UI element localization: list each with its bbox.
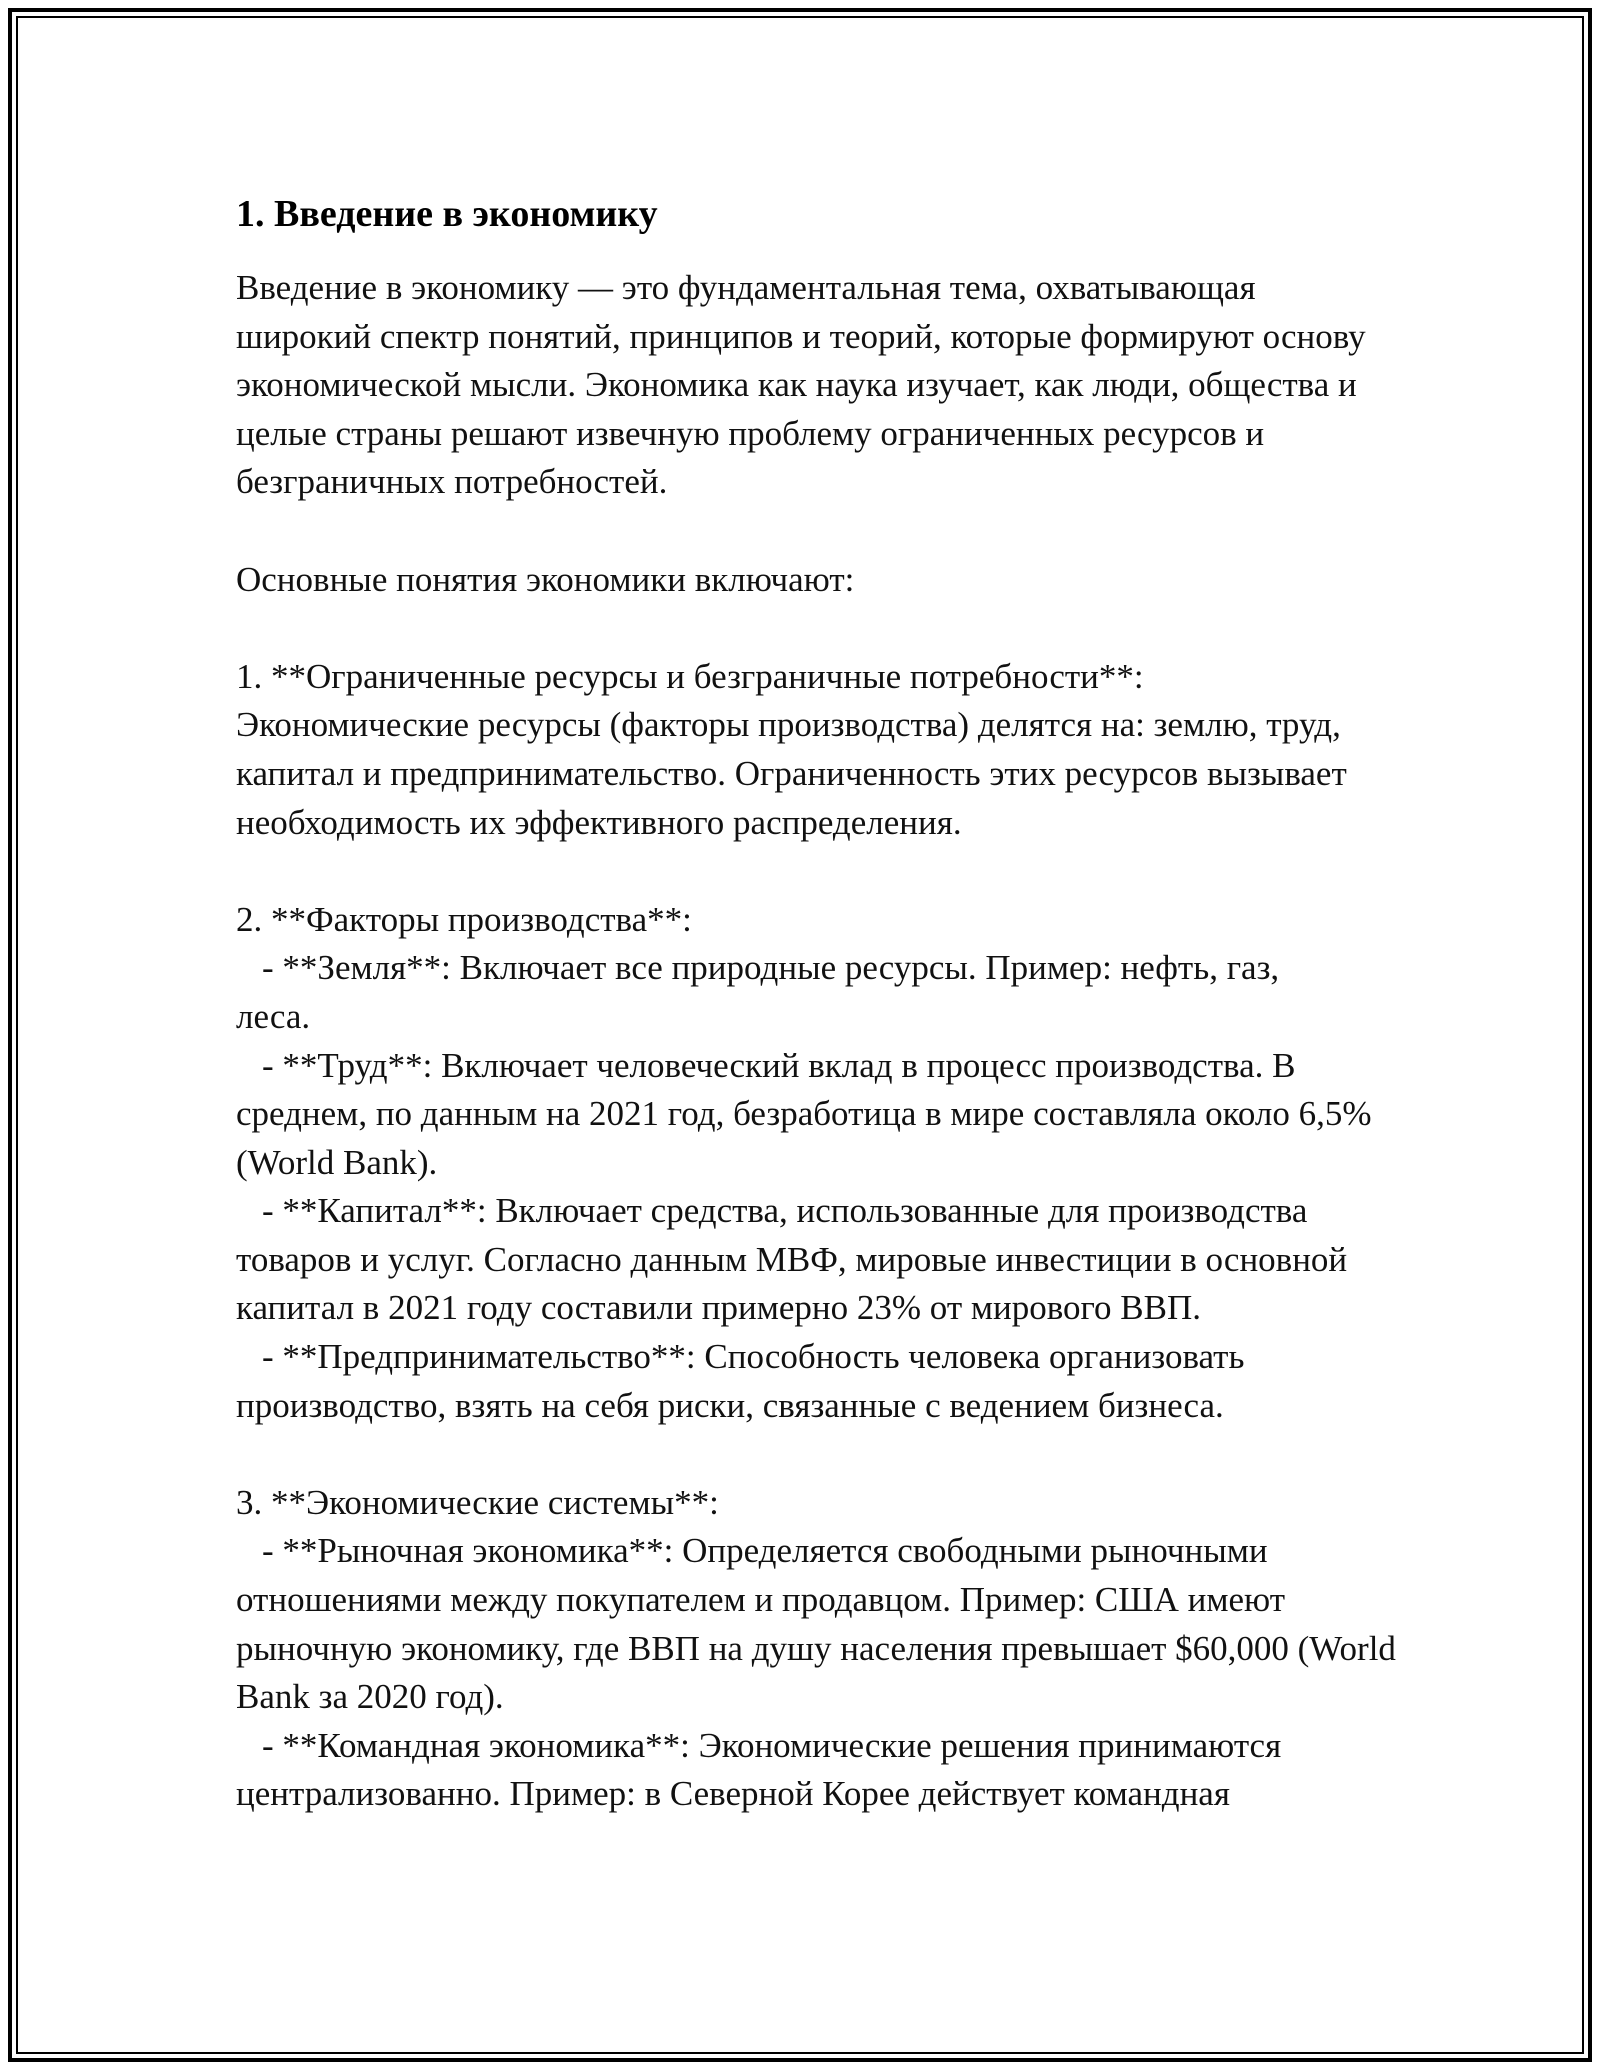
list-item-labor-first-line: - **Труд**: Включает человеческий вклад в процесс производства. В bbox=[262, 1045, 1296, 1085]
list-item-market-economy-first-line: - **Рыночная экономика**: Определяется свободными рыночными bbox=[262, 1531, 1268, 1571]
list-item-labor bbox=[236, 1042, 1396, 1188]
list-item-labor-continuation: среднем, по данным на 2021 год, безработица в мире составляла около 6,5% (World Bank). bbox=[236, 1094, 1381, 1182]
list-item-capital bbox=[236, 1187, 1396, 1333]
list-item-entrepreneurship-continuation: производство, взять на себя риски, связанные с ведением бизнеса. bbox=[236, 1385, 1224, 1425]
list-item-capital-first-line: - **Капитал**: Включает средства, использованные для производства bbox=[262, 1191, 1308, 1231]
paragraph-gap bbox=[236, 847, 1396, 896]
section2-title: 2. **Факторы производства**: bbox=[236, 899, 692, 939]
concepts-lead: Основные понятия экономики включают: bbox=[236, 559, 855, 599]
list-item-entrepreneurship bbox=[236, 1333, 1396, 1430]
section-heading: 1. Введение в экономику bbox=[236, 193, 658, 235]
list-item-capital-continuation: товаров и услуг. Согласно данным МВФ, мировые инвестиции в основной капитал в 2021 году составили примерно 23% от мирового ВВП. bbox=[236, 1239, 1356, 1328]
list-item-land-continuation: леса. bbox=[236, 996, 311, 1036]
list-item-market-economy-continuation: отношениями между покупателем и продавцом. Пример: США имеют рыночную экономику, где ВВП на душу населения превышает $60,000 (World Bank за 2020 год). bbox=[236, 1580, 1405, 1717]
list-item-land-first-line: - **Земля**: Включает все природные ресурсы. Пример: нефть, газ, bbox=[262, 948, 1280, 988]
list-item-market-economy bbox=[236, 1527, 1405, 1721]
section3-title: 3. **Экономические системы**: bbox=[236, 1482, 719, 1522]
section1-text: Экономические ресурсы (факторы производства) делятся на: землю, труд, капитал и предпринимательство. Ограниченность этих ресурсов вызывает необходимость их эффективного распределения. bbox=[236, 705, 1356, 842]
list-item-command-economy bbox=[236, 1722, 1396, 1819]
list-item-command-economy-first-line: - **Командная экономика**: Экономические решения принимаются bbox=[262, 1725, 1282, 1765]
paragraph-gap bbox=[236, 507, 1396, 556]
list-item-command-economy-continuation: централизованно. Пример: в Северной Корее действует командная bbox=[236, 1774, 1230, 1814]
paragraph-gap bbox=[236, 1430, 1396, 1479]
paragraph-gap bbox=[236, 604, 1396, 653]
list-item-land bbox=[236, 944, 1396, 1041]
document-body bbox=[236, 186, 1405, 1819]
list-item-entrepreneurship-first-line: - **Предпринимательство**: Способность человека организовать bbox=[262, 1337, 1245, 1377]
section1-title: 1. **Ограниченные ресурсы и безграничные потребности**: bbox=[236, 656, 1144, 696]
intro-paragraph: Введение в экономику — это фундаментальная тема, охватывающая широкий спектр понятий, принципов и теорий, которые формируют основу экономической мысли. Экономика как наука изучает, как люди, общества и целые страны решают извечную проблему ограниченных ресурсов и безграничных потребностей. bbox=[236, 268, 1375, 502]
